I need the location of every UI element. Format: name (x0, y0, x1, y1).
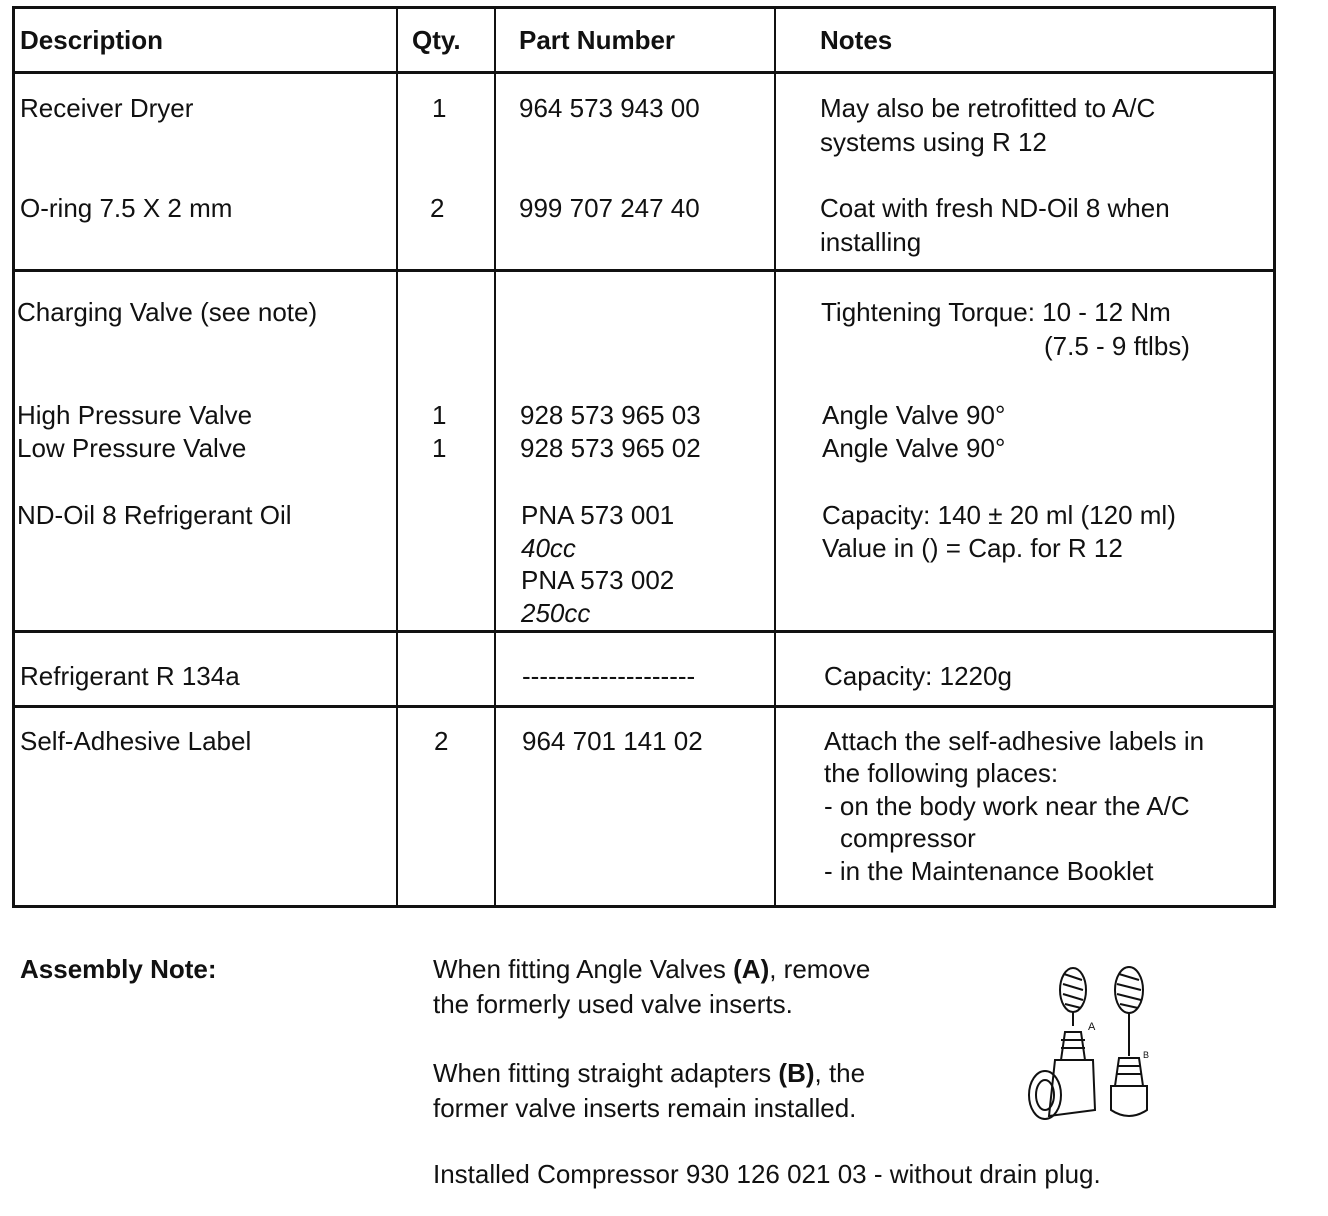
valve-illustration (1015, 960, 1175, 1130)
label-note-line1: Attach the self-adhesive labels in (824, 726, 1205, 756)
label-note-line4: compressor (840, 823, 976, 853)
oring-description: O-ring 7.5 X 2 mm (20, 193, 233, 223)
low-pressure-description: Low Pressure Valve (17, 433, 247, 463)
nd-oil-part2-size: 250cc (521, 598, 591, 628)
straight-adapter-b-icon (1111, 1058, 1147, 1116)
oring-note-line2: installing (820, 227, 922, 257)
nd-oil-note-line2: Value in () = Cap. for R 12 (822, 533, 1123, 563)
header-part-number: Part Number (519, 25, 676, 55)
low-pressure-part: 928 573 965 02 (520, 433, 701, 463)
high-pressure-part: 928 573 965 03 (520, 400, 701, 430)
nd-oil-description: ND-Oil 8 Refrigerant Oil (17, 500, 292, 530)
receiver-dryer-note-line1: May also be retrofitted to A/C (820, 93, 1156, 123)
nd-oil-part1-size: 40cc (521, 533, 576, 563)
receiver-dryer-qty: 1 (432, 93, 447, 123)
charging-valve-note-line2: (7.5 - 9 ftlbs) (1044, 331, 1190, 361)
high-pressure-qty: 1 (432, 400, 447, 430)
column-divider (396, 9, 398, 905)
label-b: B (1143, 1050, 1150, 1060)
column-divider (494, 9, 496, 905)
row-divider (15, 630, 1273, 633)
refrigerant-note: Capacity: 1220g (824, 661, 1012, 691)
label-note-line5: - in the Maintenance Booklet (824, 856, 1154, 886)
low-pressure-qty: 1 (432, 433, 447, 463)
row-divider (15, 71, 1273, 74)
header-qty: Qty. (412, 25, 461, 55)
assembly-note-p1-line1: When fitting Angle Valves (A), remove (433, 954, 871, 984)
header-description: Description (20, 25, 164, 55)
header-notes: Notes (820, 25, 893, 55)
assembly-note-p1-line2: the formerly used valve inserts. (433, 989, 793, 1019)
label-description: Self-Adhesive Label (20, 726, 252, 756)
column-divider (774, 9, 776, 905)
row-divider (15, 705, 1273, 708)
nd-oil-part2: PNA 573 002 (521, 565, 675, 595)
label-qty: 2 (434, 726, 449, 756)
receiver-dryer-part: 964 573 943 00 (519, 93, 700, 123)
label-note-line2: the following places: (824, 758, 1059, 788)
assembly-note-compressor: Installed Compressor 930 126 021 03 - without drain plug. (433, 1159, 1101, 1189)
angle-valve-a-icon (1029, 1032, 1095, 1119)
row-divider (15, 269, 1273, 272)
oring-qty: 2 (430, 193, 445, 223)
nd-oil-part1: PNA 573 001 (521, 500, 675, 530)
receiver-dryer-note-line2: systems using R 12 (820, 127, 1047, 157)
assembly-note-p2-line1: When fitting straight adapters (B), the (433, 1058, 866, 1088)
refrigerant-part: -------------------- (522, 661, 696, 691)
refrigerant-description: Refrigerant R 134a (20, 661, 240, 691)
oring-note-line1: Coat with fresh ND-Oil 8 when (820, 193, 1170, 223)
valve-insert-a-icon (1060, 968, 1086, 1026)
charging-valve-description: Charging Valve (see note) (17, 297, 318, 327)
receiver-dryer-description: Receiver Dryer (20, 93, 194, 123)
label-a: A (1088, 1021, 1096, 1033)
nd-oil-note-line1: Capacity: 140 ± 20 ml (120 ml) (822, 500, 1176, 530)
assembly-note-p2-line2: former valve inserts remain installed. (433, 1093, 857, 1123)
label-note-line3: - on the body work near the A/C (824, 791, 1190, 821)
oring-part: 999 707 247 40 (519, 193, 700, 223)
low-pressure-note: Angle Valve 90° (822, 433, 1006, 463)
label-part: 964 701 141 02 (522, 726, 703, 756)
high-pressure-note: Angle Valve 90° (822, 400, 1006, 430)
parts-table (12, 6, 1276, 908)
charging-valve-note-line1: Tightening Torque: 10 - 12 Nm (821, 297, 1171, 327)
high-pressure-description: High Pressure Valve (17, 400, 253, 430)
assembly-note-title: Assembly Note: (20, 954, 217, 984)
valve-insert-b-icon (1115, 967, 1143, 1056)
